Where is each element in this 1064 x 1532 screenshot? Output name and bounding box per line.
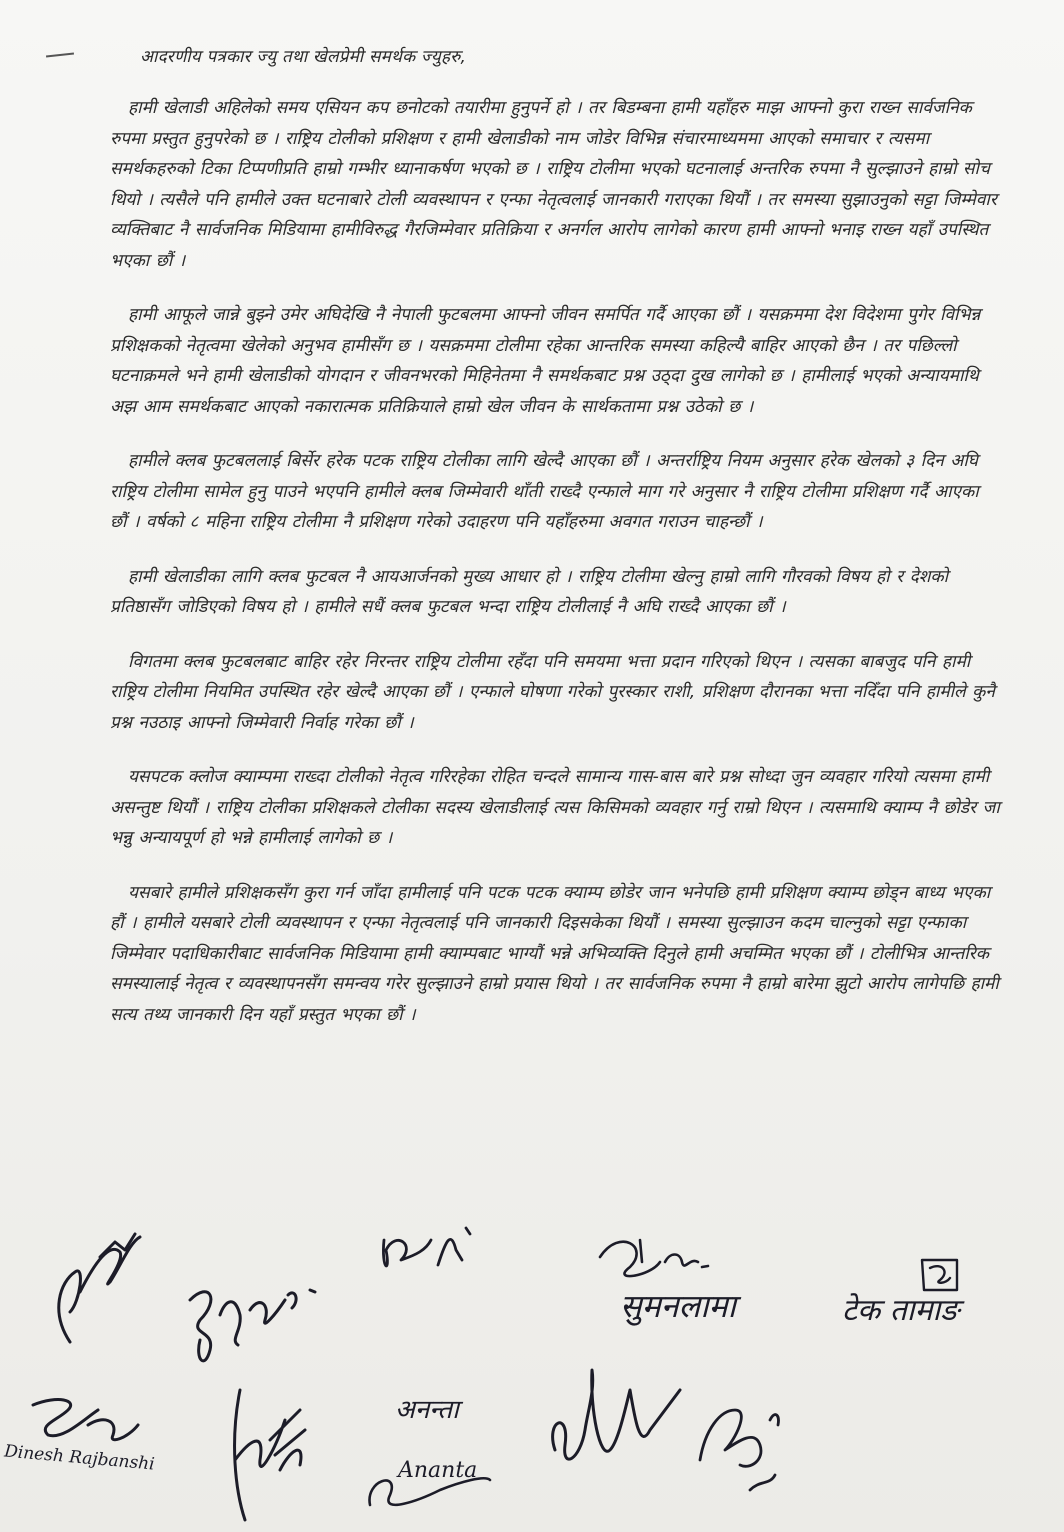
signature-3 [376, 1220, 486, 1280]
signature-ananta-name: अनन्ता [395, 1395, 459, 1425]
paragraph-2: हामी आफूले जान्ने बुझ्ने उमेर अघिदेखि नै नेपाली फुटबलमा आफ्नो जीवन समर्पित गर्दै आएका छौं । यसक्रममा देश विदेशमा पुगेर विभिन्न प्रशिक्षकको नेतृत्वमा खेलेको अनुभव हामीसँग छ । यसक्रममा टोलीमा रहेका आन्तरिक समस्या कहिल्यै बाहिर आएको छैन । तर पछिल्लो घटनाक्रमले भने हामी खेलाडीको योगदान र जीवनभरको मिहिनेतमा नै समर्थकबाट प्रश्न उठ्दा दुख लागेको छ । हामीलाई भएको अन्यायमाथि अझ आम समर्थकबाट आएको नकारात्मक प्रतिक्रियाले हाम्रो खेल जीवन के सार्थकतामा प्रश्न उठेको छ । [110, 305, 981, 417]
signature-2 [170, 1260, 340, 1380]
signature-suman-name: सुमनलामा [620, 1287, 736, 1325]
paragraph-7: यसबारे हामीले प्रशिक्षकसँग कुरा गर्न जाँदा हामीलाई पनि पटक पटक क्याम्प छोडेर जान भनेपछि हामी प्रशिक्षण क्याम्प छोड्न बाध्य भएका हौं । हामीले यसबारे टोली व्यवस्थापन र एन्फा नेतृत्वलाई पनि जानकारी दिइसकेका थियौं । समस्या सुल्झाउन कदम चाल्नुको सट्टा एन्फाका जिम्मेवार पदाधिकारीबाट सार्वजनिक मिडियामा हामी क्याम्पबाट भाग्यौं भन्ने अभिव्यक्ति दिनुले हामी अचम्मित भएका छौं । टोलीभित्र आन्तरिक समस्यालाई नेतृत्व र व्यवस्थापनसँग समन्वय गरेर सुल्झाउने हाम्रो प्रयास थियो । तर सार्वजनिक रुपमा नै हाम्रो बारेमा झुटो आरोप लागेपछि हामी सत्य तथ्य जानकारी दिन यहाँ प्रस्तुत भएका छौं । [110, 882, 999, 1025]
signature-suman [590, 1222, 750, 1332]
signature-tek-name: टेक तामाङ [842, 1293, 960, 1328]
signature-dinesh [3, 1380, 158, 1475]
paragraph-5: विगतमा क्लब फुटबलबाट बाहिर रहेर निरन्तर राष्ट्रिय टोलीमा रहँदा पनि समयमा भत्ता प्रदान गरिएको थिएन । त्यसका बाबजुद पनि हामी राष्ट्रिय टोलीमा नियमित उपस्थित रहेर खेल्दै आएका छौं । एन्फाले घोषणा गरेको पुरस्कार राशी, प्रशिक्षण दौरानका भत्ता नदिँदा पनि हामीले कुनै प्रश्न नउठाइ आफ्नो जिम्मेवारी निर्वाह गरेका छौं । [110, 651, 995, 733]
signatures-block [0, 1210, 1064, 1532]
signature-dinesh-name: Dinesh Rajbanshi [3, 1441, 156, 1475]
signature-7 [210, 1380, 320, 1530]
signature-9 [540, 1350, 690, 1500]
signature-1 [40, 1222, 150, 1352]
letter-greeting: आदरणीय पत्रकार ज्यु तथा खेलप्रेमी समर्थक ज्युहरु, [140, 47, 467, 67]
paragraph-1: हामी खेलाडी अहिलेको समय एसियन कप छनोटको तयारीमा हुनुपर्ने हो । तर बिडम्बना हामी यहाँहरु माझ आफ्नो कुरा राख्न सार्वजनिक रुपमा प्रस्तुत हुनुपरेको छ । राष्ट्रिय टोलीको प्रशिक्षण र हामी खेलाडीको नाम जोडेर विभिन्न संचारमाध्यममा आएको समाचार र त्यसमा समर्थकहरुको टिका टिप्पणीप्रति हाम्रो गम्भीर ध्यानाकर्षण भएको छ । राष्ट्रिय टोलीमा भएको घटनालाई अन्तरिक रुपमा नै सुल्झाउने हाम्रो सोच थियो । त्यसैले पनि हामीले उक्त घटनाबारे टोली व्यवस्थापन र एन्फा नेतृत्वलाई जानकारी गराएका थियौं । तर समस्या सुझाउनुको सट्टा जिम्मेवार व्यक्तिबाट नै सार्वजनिक मिडियामा हामीविरुद्ध गैरजिम्मेवार प्रतिक्रिया र अनर्गल आरोप लागेको कारण हामी आफ्नो भनाइ राख्न यहाँ उपस्थित भएका छौं । [110, 98, 997, 271]
pen-mark [46, 53, 74, 58]
paragraph-6: यसपटक क्लोज क्याम्पमा राख्दा टोलीको नेतृत्व गरिरहेका रोहित चन्दले सामान्य गास-बास बारे प्रश्न सोध्दा जुन व्यवहार गरियो त्यसमा हामी असन्तुष्ट थियौं । राष्ट्रिय टोलीका प्रशिक्षकले टोलीका सदस्य खेलाडीलाई त्यस किसिमको व्यवहार गर्नु राम्रो थिएन । त्यसमाथि क्याम्प नै छोडेर जा भन्नु अन्यायपूर्ण हो भन्ने हामीलाई लागेको छ । [110, 767, 1000, 848]
signature-ananta-latin: Ananta [398, 1458, 478, 1483]
paragraph-4: हामी खेलाडीका लागि क्लब फुटबल नै आयआर्जनको मुख्य आधार हो । राष्ट्रिय टोलीमा खेल्नु हाम्रो लागि गौरवको विषय हो र देशको प्रतिष्ठासँग जोडिएको विषय हो । हामीले सधैं क्लब फुटबल भन्दा राष्ट्रिय टोलीलाई नै अघि राख्दै आएका छौं । [110, 566, 949, 617]
signature-tek [842, 1250, 1012, 1330]
letter-body [110, 44, 1000, 1054]
paragraph-3: हामीले क्लब फुटबललाई बिर्सेर हरेक पटक राष्ट्रिय टोलीका लागि खेल्दै आएका छौं । अन्तर्राष्ट्रिय नियम अनुसार हरेक खेलको ३ दिन अघि राष्ट्रिय टोलीमा सामेल हुनु पाउने भएपनि हामीले क्लब जिम्मेवारी थाँती राख्दै एन्फाले माग गरे अनुसार नै राष्ट्रिय टोलीमा प्रशिक्षण गर्दै आएका छौं । वर्षको ८ महिना राष्ट्रिय टोलीमा नै प्रशिक्षण गरेको उदाहरण पनि यहाँहरुमा अवगत गराउन चाहन्छौं । [110, 451, 979, 532]
signature-10 [680, 1380, 810, 1510]
